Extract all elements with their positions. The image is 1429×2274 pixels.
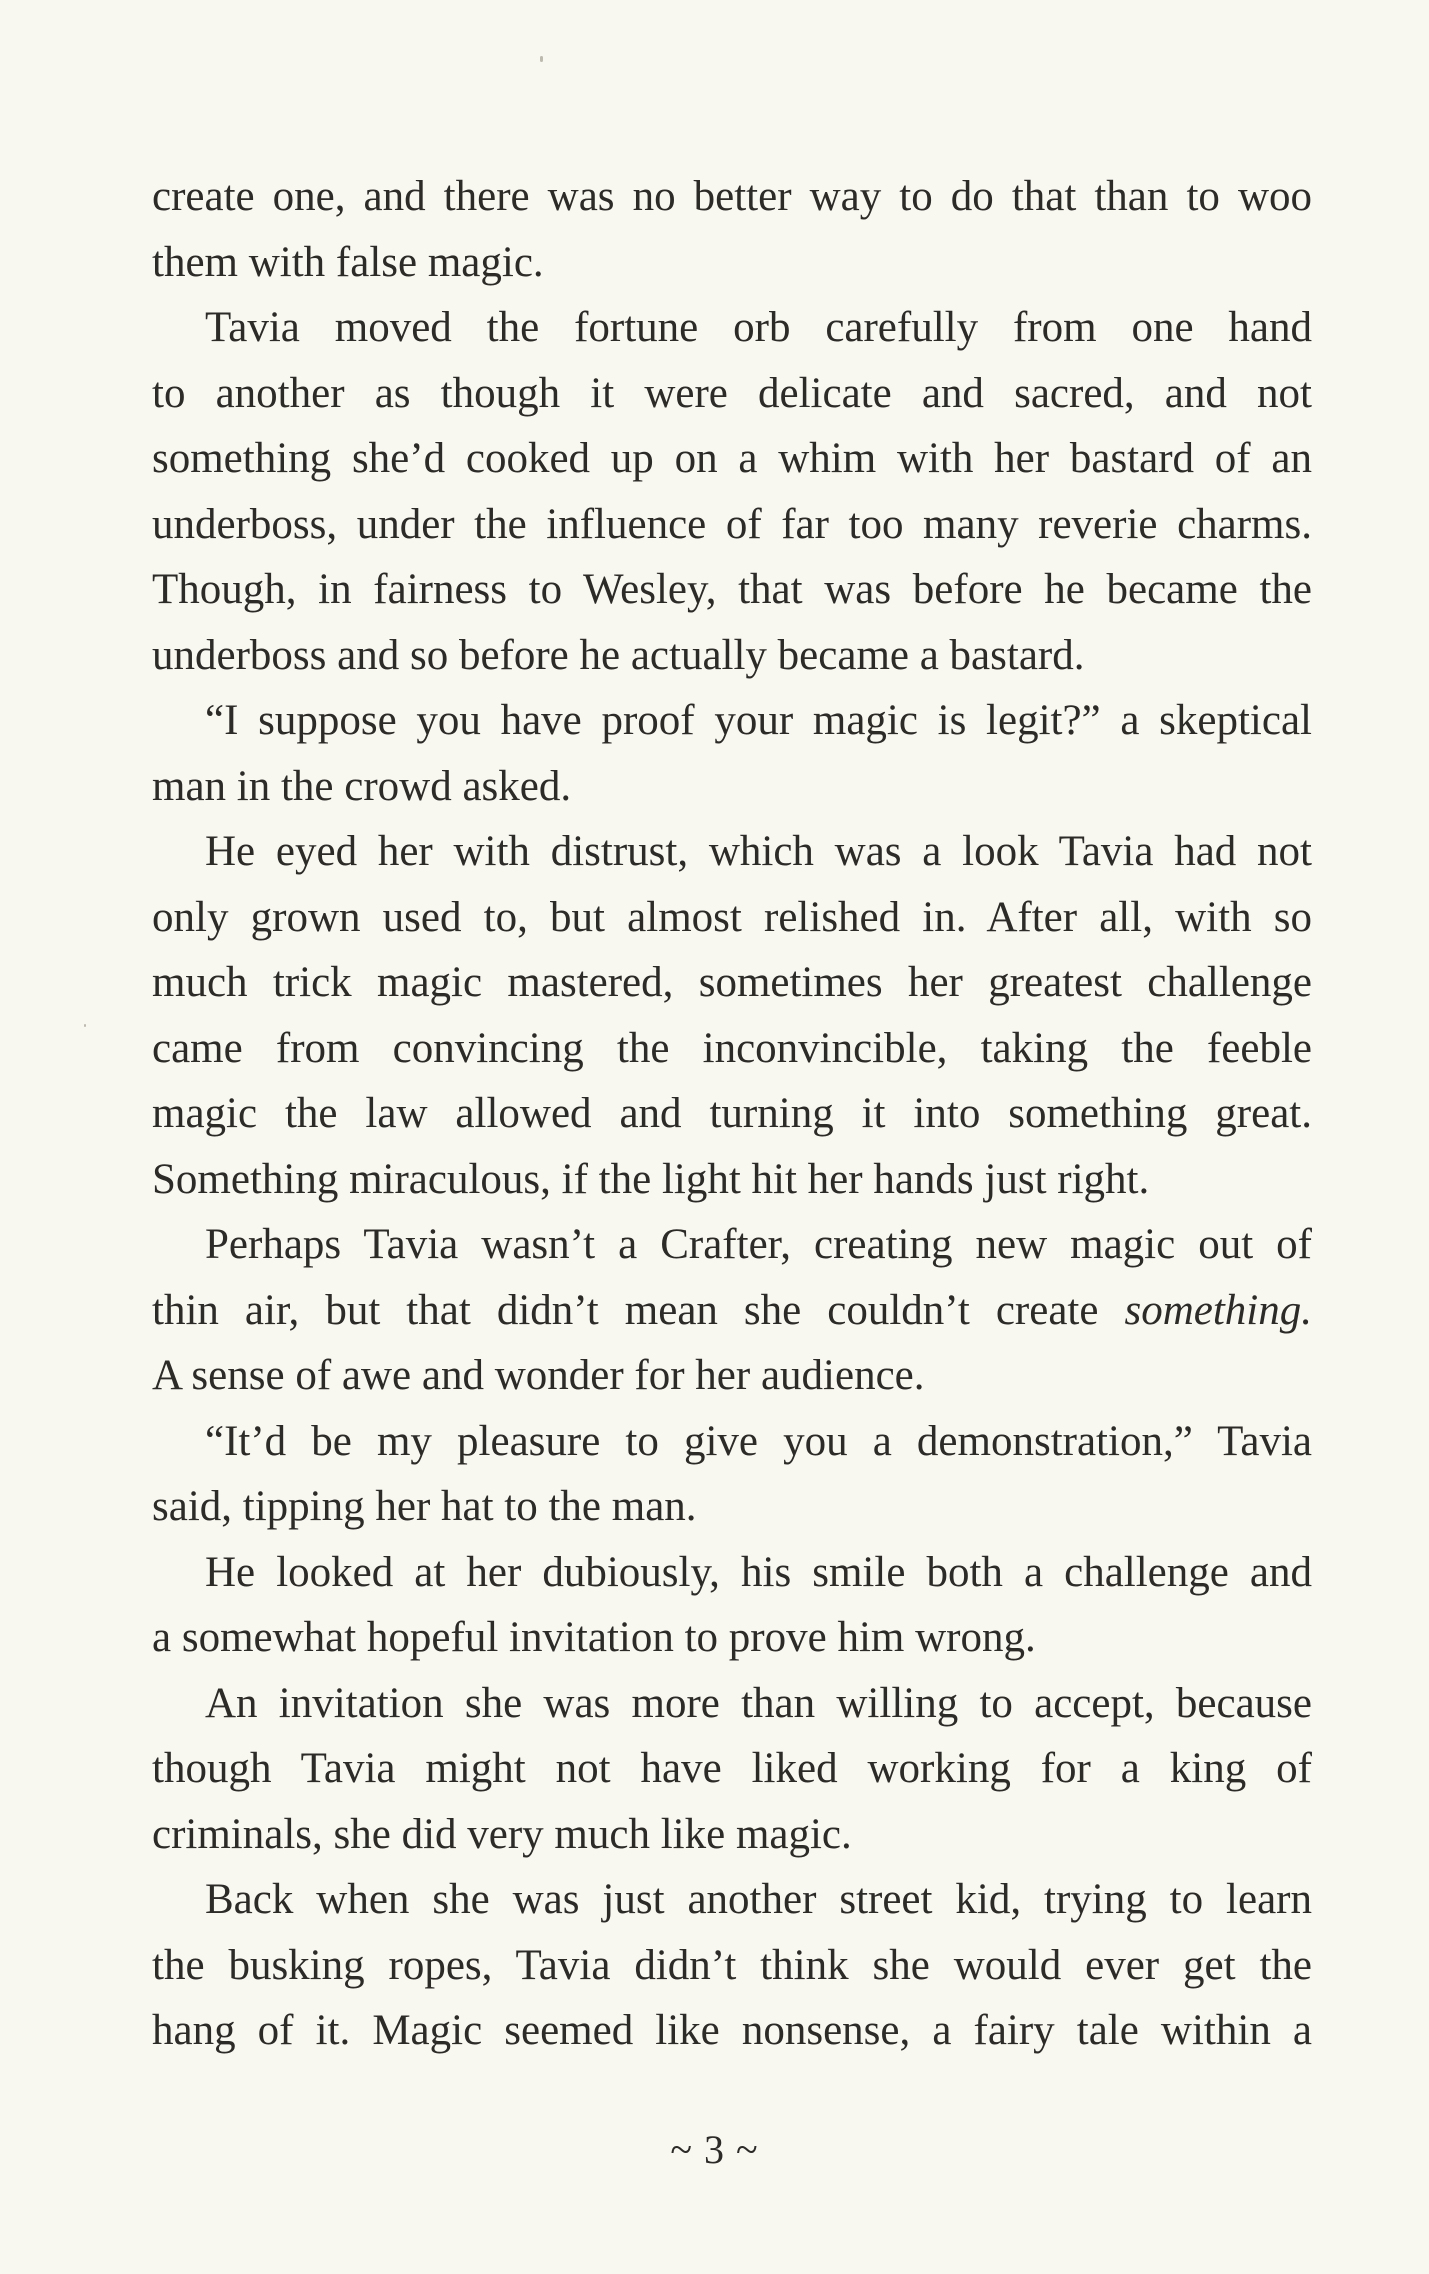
text-line-content: hang of it. Magic seemed like nonsense, a fairy tale within a [152,2007,1312,2054]
text-line-content: Something miraculous, if the light hit her hands just right. [152,1155,1150,1203]
text-line-content: thin air, but that didn’t mean she couldn’t create [152,1286,1125,1334]
page-number: ~ 3 ~ [670,2127,759,2172]
text-line-content: only grown used to, but almost relished in. After all, with so [152,893,1312,941]
text-line [152,1867,1312,1933]
text-line [152,557,1312,623]
text-line [152,885,1312,951]
text-line-content: came from convincing the inconvincible, taking the feeble [152,1024,1312,1072]
text-line [152,754,1312,820]
text-line-content: them with false magic. [152,238,544,286]
text-line-content: “It’d be my pleasure to give you a demonstration,” Tavia [205,1417,1312,1465]
text-line [152,1736,1312,1802]
text-line [152,819,1312,885]
text-line-content: much trick magic mastered, sometimes her greatest challenge [152,959,1312,1006]
text-line-content: the busking ropes, Tavia didn’t think she would ever get the [152,1941,1312,1989]
text-line-content: An invitation she was more than willing to accept, because [205,1679,1312,1727]
text-line [152,1605,1312,1671]
text-line [152,361,1312,427]
text-line-content: to another as though it were delicate and sacred, and not [152,369,1312,417]
text-line [152,1147,1312,1213]
emphasis-text: something. [1124,1286,1312,1334]
text-line-content: underboss and so before he actually became a bastard. [152,631,1085,679]
text-line [152,1016,1312,1082]
text-line-content: criminals, she did very much like magic. [152,1810,852,1858]
text-line-content: man in the crowd asked. [152,762,572,810]
text-line-content: “I suppose you have proof your magic is legit?” a skeptical [205,697,1312,744]
text-line-content: Perhaps Tavia wasn’t a Crafter, creating new magic out of [205,1221,1312,1268]
text-line [152,1998,1312,2064]
text-line [152,623,1312,689]
text-line [152,950,1312,1016]
text-line-content: Though, in fairness to Wesley, that was before he became the [152,566,1312,613]
text-line [152,1474,1312,1540]
text-line-content: A sense of awe and wonder for her audience. [152,1352,925,1399]
text-line-content: magic the law allowed and turning it into something great. [152,1090,1312,1137]
text-line [152,688,1312,754]
text-line [152,1278,1312,1344]
paper-speck [540,56,543,62]
text-line [152,1933,1312,1999]
text-line-content: He looked at her dubiously, his smile both a challenge and [205,1548,1312,1596]
text-line [152,426,1312,492]
text-line [152,1802,1312,1868]
text-line [152,1540,1312,1606]
text-line [152,1671,1312,1737]
text-line [152,1409,1312,1475]
text-line [152,1081,1312,1147]
text-line-content: a somewhat hopeful invitation to prove him wrong. [152,1614,1036,1661]
text-line [152,1212,1312,1278]
text-line-content: He eyed her with distrust, which was a look Tavia had not [205,828,1312,875]
text-line-content: said, tipping her hat to the man. [152,1483,697,1530]
text-line-content: underboss, under the influence of far too many reverie charms. [152,500,1312,548]
paper-speck [84,1024,86,1027]
text-line-content: something she’d cooked up on a whim with her bastard of an [152,435,1312,482]
body-text [152,164,1312,2064]
text-line [152,295,1312,361]
text-line [152,492,1312,558]
text-line-content: Tavia moved the fortune orb carefully from one hand [205,304,1312,351]
text-line [152,1343,1312,1409]
text-line-content: create one, and there was no better way to do that than to woo [152,173,1312,220]
text-line-content: though Tavia might not have liked working for a king of [152,1745,1312,1792]
text-line [152,164,1312,230]
text-line [152,230,1312,296]
text-line-content: Back when she was just another street kid, trying to learn [205,1876,1312,1923]
